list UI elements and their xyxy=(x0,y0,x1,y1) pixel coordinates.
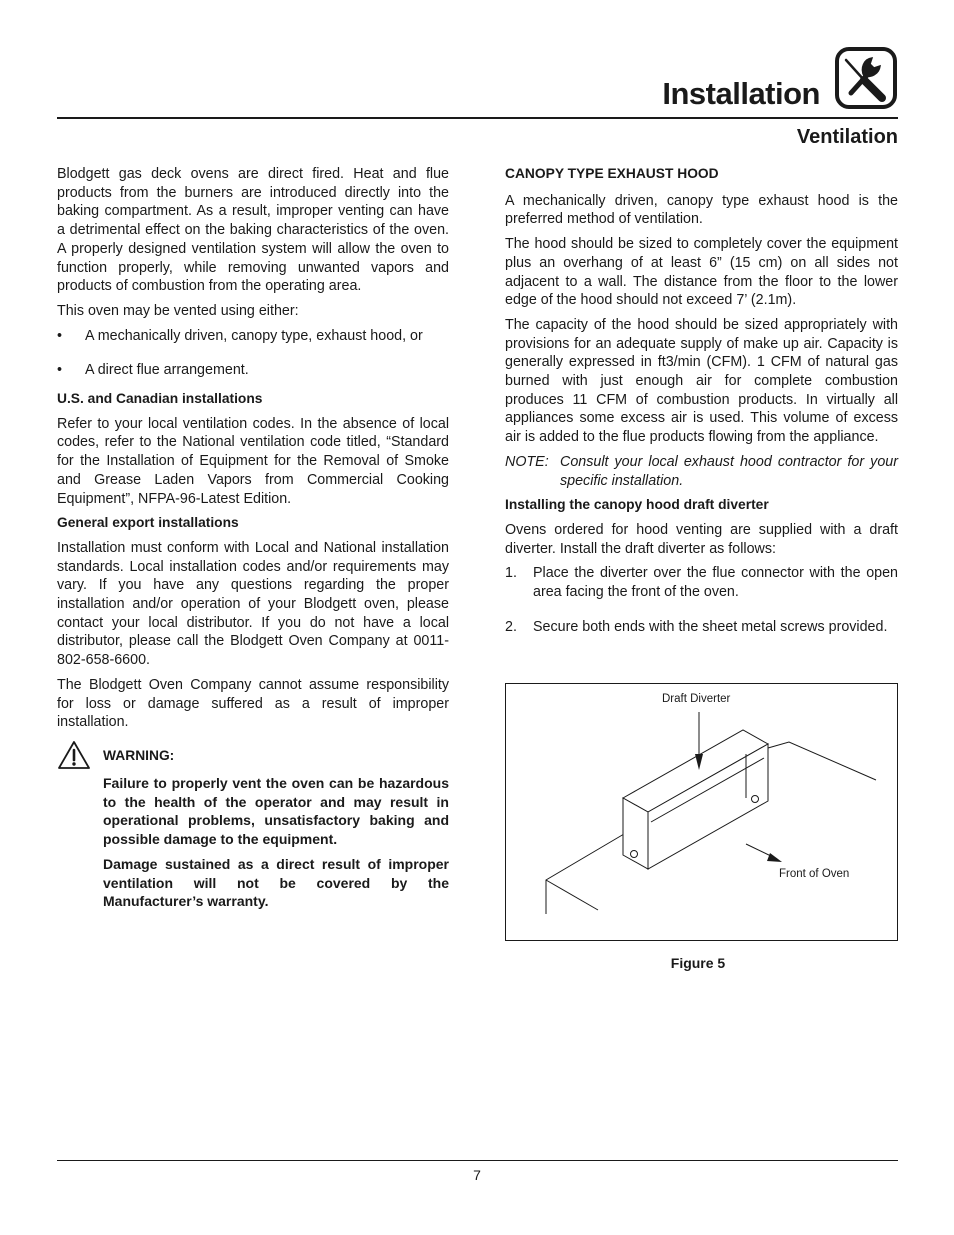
liability-paragraph: The Blodgett Oven Company cannot assume responsibility for loss or damage suffered as a result of improper installation. xyxy=(57,676,449,731)
diverter-intro: Ovens ordered for hood venting are supplied with a draft diverter. Install the draft diverter as follows: xyxy=(505,521,898,557)
tools-icon xyxy=(834,46,898,110)
vent-lead-paragraph: This oven may be vented using either: xyxy=(57,302,299,319)
note-label: NOTE: xyxy=(505,453,549,470)
step-number: 2. xyxy=(505,618,517,635)
warning-triangle-icon xyxy=(57,740,91,770)
step-number: 1. xyxy=(505,565,517,582)
figure-5 xyxy=(505,683,898,941)
warning-title: WARNING: xyxy=(103,747,175,763)
bullet-mark: • xyxy=(57,327,63,344)
footer-rule xyxy=(57,1160,898,1161)
section-title: Ventilation xyxy=(796,126,898,148)
warning-text: Failure to properly vent the oven can be hazardous to the health of the operator and may result in operational problems, unsatisfactory baking and possible damage to the equipment. xyxy=(103,774,449,848)
right-column xyxy=(505,165,898,642)
diverter-heading: Installing the canopy hood draft diverter xyxy=(505,497,769,513)
page-number: 7 xyxy=(473,1167,481,1183)
header-rule xyxy=(57,117,898,119)
front-of-oven-label: Front of Oven xyxy=(779,868,850,880)
bullet-text: A mechanically driven, canopy type, exhaust hood, or xyxy=(85,327,423,344)
left-column xyxy=(57,165,449,917)
list-item xyxy=(505,564,898,601)
figure-caption: Figure 5 xyxy=(670,955,726,971)
canopy-paragraph: The hood should be sized to completely cover the equipment plus an overhang of at least 6” (15 cm) on all sides not adjacent to a wall. The distance from the floor to the lower edge of the hood should not exceed 7’ (2.1m). xyxy=(505,236,898,309)
note-text: Consult your local exhaust hood contractor for your specific installation. xyxy=(560,453,898,489)
draft-diverter-label: Draft Diverter xyxy=(662,693,731,705)
us-heading: U.S. and Canadian installations xyxy=(57,391,263,407)
bullet-mark: • xyxy=(57,362,63,379)
list-item xyxy=(57,361,449,380)
export-paragraph: Installation must conform with Local and National installation standards. Local installation codes and/or requirements may vary. If you have any questions regarding the proper installation and/or operation of your Blodgett oven, please contact your local distributor. If you do not have a local distributor, please call the Blodgett Oven Company at 0011-802-658-6600. xyxy=(57,539,449,669)
warning-block xyxy=(57,746,449,911)
note xyxy=(505,453,898,490)
export-heading: General export installations xyxy=(57,515,239,531)
us-paragraph: Refer to your local ventilation codes. In the absence of local codes, refer to the National ventilation code titled, “Standard for the Installation of Equipment for the Removal of Smoke and Grease Laden Vapors from Commercial Cooking Equipment”, NFPA-96-Latest Edition. xyxy=(57,415,449,507)
page-title: Installation xyxy=(662,76,820,111)
bullet-text: A direct flue arrangement. xyxy=(85,362,249,379)
intro-paragraph: Blodgett gas deck ovens are direct fired. Heat and flue products from the burners are introduced directly into the baking compartment. As a result, improper venting can have a detrimental effect on the baking characteristics of the oven. A properly designed ventilation system will allow the oven to function properly, while removing unwanted vapors and products of combustion from the operating area. xyxy=(57,166,449,295)
list-item xyxy=(505,618,898,637)
list-item xyxy=(57,327,449,346)
warning-text: Damage sustained as a direct result of improper ventilation will not be covered by the Manufacturer’s warranty. xyxy=(103,855,449,910)
canopy-paragraph: A mechanically driven, canopy type exhaust hood is the preferred method of ventilation. xyxy=(505,192,898,228)
canopy-paragraph: The capacity of the hood should be sized appropriately with provisions for an adequate supply of make up air. Capacity is generally expressed in ft3/min (CFM). 1 CFM of natural gas burned with just enough air for complete combustion produces 11 CFM of combustion products. In virtually all appliances some excess air is used. This volume of excess air is added to the flue products flowing from the appliance. xyxy=(505,316,898,446)
step-text: Secure both ends with the sheet metal screws provided. xyxy=(533,618,888,635)
diverter-illustration xyxy=(506,684,897,940)
step-text: Place the diverter over the flue connector with the open area facing the front of the oven. xyxy=(533,565,898,601)
canopy-heading: CANOPY TYPE EXHAUST HOOD xyxy=(505,166,719,181)
